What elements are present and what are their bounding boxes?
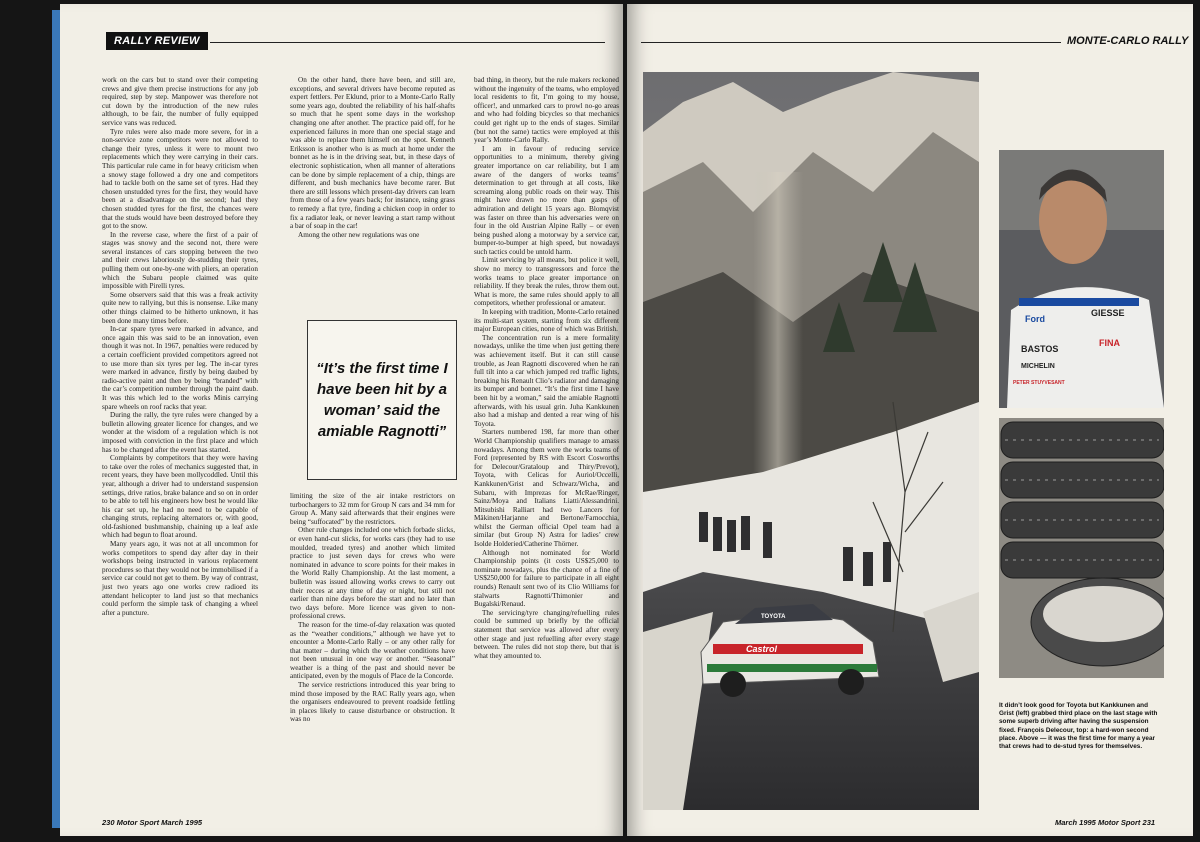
paragraph: Some observers said that this was a freak activity quite new to rallying, but this is nonsense. Like many other things claimed to be hitherto unknown, it has been done many times before. (102, 290, 258, 325)
paragraph: Many years ago, it was not at all uncommon for works competitors to spend day after day in their workshops being instructed in various replacement procedures so that they would not be immobilised if a service car could not get to them. By way of contrast, just two years ago one works crew radioed its attendant helicopter to land just so that mechanics could perform the simple task of changing a wheel after a puncture. (102, 540, 258, 617)
rally-photo (643, 72, 979, 810)
column-1 (102, 76, 258, 617)
paragraph: Although not nominated for World Championship points (it costs US$25,000 to nominate nowadays, plus the chance of a fine of US$250,000 for failure to participate in all eight rounds) Renault sent two of its Clio Williams for stalwarts Ragnotti/Thimonier and Bugalski/Renaud. (474, 548, 619, 609)
header-rule (641, 42, 1061, 43)
paragraph: bad thing, in theory, but the rule makers reckoned without the ingenuity of the teams, who employed local residents to fit, I’m going to my house, officer!, and unmarked cars to prowl no-go areas and who had folding bicycles so that mechanics could get right up to the ends of stages. Similar (but not the same) tactics were employed at this year’s Monte-Carlo Rally. (474, 76, 619, 145)
column-2-bottom (290, 492, 455, 724)
paragraph: Complaints by competitors that they were having to take over the roles of mechanics suggested that, in recent years, they have been mollycoddled. Until this year, although a driver had to understand suspension settings, drive ratios, brake balance and so on in order to be able to tell his engineers how best he would like his car set up, he had no need to be capable of changing struts, replacing alternators or, with good, old-fashioned bushmanship, chaining up a leaf axle which had begun to float around. (102, 454, 258, 540)
paragraph: The service restrictions introduced this year bring to mind those imposed by the RAC Rally years ago, when the organisers endeavoured to prevent roadside fettling in places likely to cause disturbance or obstruction. It was no (290, 681, 455, 724)
patch-michelin: MICHELIN (1021, 363, 1055, 370)
photo-caption: It didn’t look good for Toyota but Kankkunen and Grist (left) grabbed third place on the last stage with some superb driving after having the suspension fixed. François Delecour, top: a hard-won second place. Above — it was the first time for many a year that crews had to de-stud tyres for themselves. (999, 702, 1158, 751)
rally-photo-illustration (643, 72, 979, 810)
paragraph: Starters numbered 198, far more than other World Championship qualifiers manage to amass nowadays. Among them were the works teams of Ford (represented by RS with Escort Cosworths for Delecour/Grataloup and Thiry/Prevot), Toyota, with Celicas for Auriol/Occelli, Kankkunen/Grist and Schwarz/Wicha, and Subaru, with Imprezas for McRae/Ringer, Sainz/Moya and Italians Liatti/Alessandrini. Mitsubishi Ralliart had two Lancers for Mäkinen/Harjanne and Bertone/Farnocchia, whilst the German official Opel team had a similar (but Group N) Astra for ladies’ crew Isolde Holderied/Catherine Thörner. (474, 428, 619, 549)
paragraph: In keeping with tradition, Monte-Carlo retained its multi-start system, starting from six different major European cities, none of which was British. (474, 308, 619, 334)
car-brand-text: TOYOTA (761, 614, 786, 620)
paragraph: work on the cars but to stand over their competing crews and give them precise instructions for any job required, step by step. Manpower was therefore not cut down by the introduction of the new rules although, to be fair, the number of fully equipped service vans was reduced. (102, 76, 258, 127)
patch-bastos: BASTOS (1021, 344, 1059, 354)
paragraph: I am in favour of reducing service opportunities to a minimum, thereby giving greater importance on car reliability, but I am aware of the dangers of works teams’ determination to get through at all costs, like screaming along public roads on their way. This might have drawn no more than gasps of admiration and delight 15 years ago. Blomqvist was faster on three than his adversaries were on four in the old Austrian Alpine Rally – or even being pushed along a motorway by a service car, bumper-to-bumper at high speed, but nowadays such tactics could be untold harm. (474, 144, 619, 256)
paragraph: The reason for the time-of-day relaxation was quoted as the “weather conditions,” although we have yet to encounter a Monte-Carlo Rally – or any other rally for that matter – during which the weather conditions have not been unusual in one way or another. “Seasonal” weather is a thing of the past and should never be anticipated, even by the moguls of Place de la Concorde. (290, 620, 455, 681)
header-rule (210, 42, 605, 43)
paragraph: Limit servicing by all means, but police it well, show no mercy to transgressors and force the works teams to place greater importance on reliability. If they break the rules, throw them out. What is more, the same rules should apply to all competitors, whether professional or amateur. (474, 256, 619, 308)
studded-tyres-photo (999, 418, 1164, 678)
driver-portrait-illustration (999, 150, 1164, 408)
paragraph: During the rally, the tyre rules were changed by a bulletin allowing greater licence for changes, and we wonder at the wisdom of a regulation which is not imposed with conviction in the first place and which has to be changed after the event has started. (102, 411, 258, 454)
driver-portrait-photo (999, 150, 1164, 408)
section-title-monte-carlo: MONTE-CARLO RALLY (1067, 35, 1189, 47)
patch-giesse: GIESSE (1091, 308, 1125, 318)
left-page (60, 4, 623, 836)
section-badge-rally-review: RALLY REVIEW (106, 32, 208, 50)
patch-sponsor: PETER STUYVESANT (1013, 380, 1065, 386)
column-2-top (290, 76, 455, 239)
column-3 (474, 76, 619, 660)
paragraph: limiting the size of the air intake restrictors on turbochargers to 32 mm for Group N cars and 34 mm for Group A. Many said afterwards that their engines were being “suffocated” by the restrictors. (290, 492, 455, 526)
paragraph: Tyre rules were also made more severe, for in a non-service zone competitors were not allowed to change their tyres, unless it were to mount two replacements which they were carrying in their cars. This particular rule came in for heavy criticism when a snowy stage followed a dry one and competitors had to tackle both on the same set of tyres. Had they chosen unstudded tyres for the first, they would have been at a disadvantage on the second; had they chosen studded tyres for the first, the chances were that the studs would have been destroyed before they got to the snow. (102, 127, 258, 231)
patch-ford: Ford (1025, 314, 1045, 324)
paragraph: On the other hand, there have been, and still are, exceptions, and several drivers have become reputed as expert fettlers. Per Eklund, prior to a Monte-Carlo Rally some years ago, doubted the reliability of his half-shafts so much that he spent some days in the workshop changing one after another. The practice paid off, for he experienced failures in more than one special stage and was able to replace them himself on the spot. Kenneth Eriksson is another who is as much at home under the bonnet as he is in the driving seat, but, in these days of electronic sophistication, when all manner of alterations can be done by simple replacement of a chip, things are different, and bush mechanics have become rarer. But there are still lessons which present-day drivers can learn from those of a few years back; for instance, using grass to remedy a flat tyre, finding a chicken coop in order to fix a radiator leak, or never leaving a start ramp without a bar of soap in the car! (290, 76, 455, 231)
paragraph: The concentration run is a mere formality nowadays, unlike the time when just getting there was achievement itself. But it can still cause trouble, as Jean Ragnotti discovered when he ran full tilt into a car which jumped red traffic lights, breaking his Renault Clio’s radiator and damaging its bumper and bonnet. “It’s the first time I have been hit by a woman,” said the amiable Ragnotti afterwards, with his usual grin. Juha Kankkunen also had a mishap and dented a rear wing of his Toyota. (474, 333, 619, 428)
paragraph: In-car spare tyres were marked in advance, and once again this was said to be an innovation, even though it was not. In 1967, penalties were reduced by a certain coefficient provided competitors agreed not to use more than six tyres per leg. The in-car tyres were marked in advance, firstly by being daubed by radio-active paint and then by being “branded” with the car’s competition number through the paint daub. It was this which led to the works Minis carrying spare wheels on roof racks that year. (102, 325, 258, 411)
right-page (627, 4, 1193, 836)
pull-quote: “It’s the first time I have been hit by a woman’ said the amiable Ragnotti” (307, 320, 457, 480)
paragraph: Other rule changes included one which forbade slicks, or even hand-cut slicks, for works cars (they had to use moulded, treaded tyres) and another which limited practice to just seven days for crews who were nominated in advance to score points for their makes in the World Rally Championship. At the last moment, a bulletin was issued allowing works crews to carry out their recces at any time of day or night, but still not earlier than nine days before the start and no later than two days before. More licence was given to non-professional crews. (290, 526, 455, 621)
page-folio-left: 230 Motor Sport March 1995 (102, 818, 203, 827)
car-livery-text: Castrol (746, 644, 778, 654)
paragraph: In the reverse case, where the first of a pair of stages was snowy and the second not, there were several instances of cars stopping between the two and their crews laboriously de-studding their tyres, pulling them out one-by-one with pliers, an operation which the Subaru people claimed was quite impossible with Pirelli tyres. (102, 230, 258, 291)
patch-fina: FINA (1099, 338, 1120, 348)
tyres-illustration (999, 418, 1164, 678)
paragraph: Among the other new regulations was one (298, 230, 420, 239)
paragraph: The servicing/tyre changing/refuelling rules could be summed up briefly by the official statement that service was allowed after every other stage and just refuelling after every stage between. The rules did not stop there, but that is what they amounted to. (474, 608, 619, 660)
page-folio-right: March 1995 Motor Sport 231 (1055, 818, 1156, 827)
